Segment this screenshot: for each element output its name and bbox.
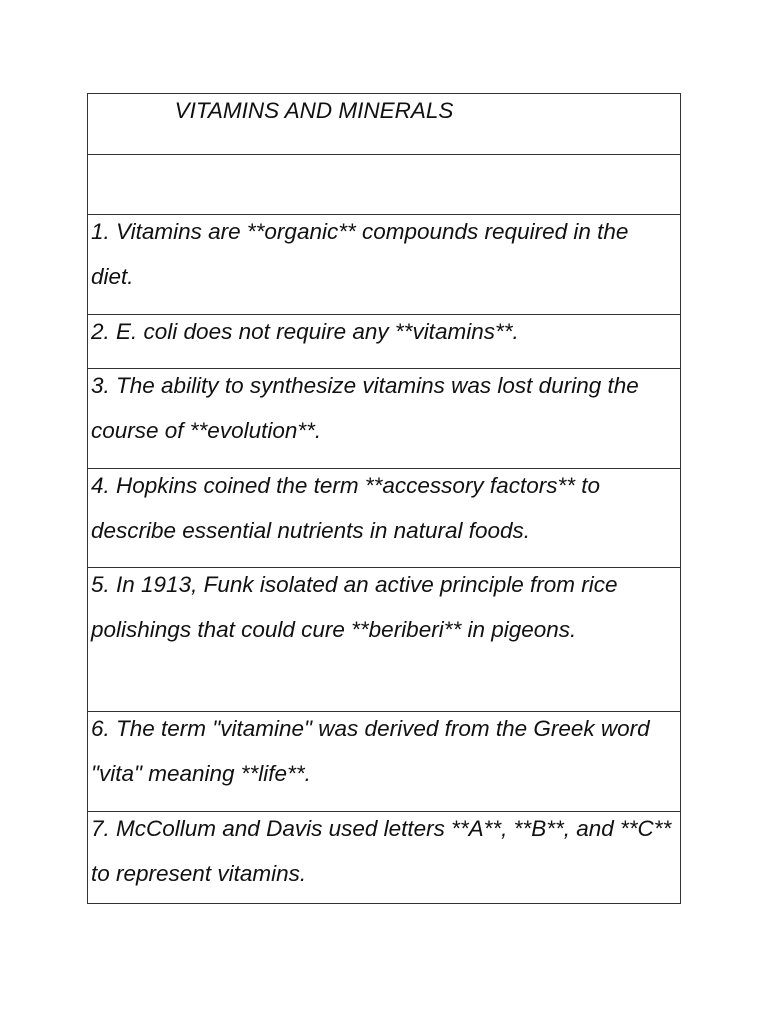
table-row: [88, 463, 680, 568]
table-row: [88, 562, 680, 712]
table-row: [88, 363, 680, 469]
table-row: [88, 209, 680, 315]
row-text-7: 7. McCollum and Davis used letters **A**, **B**, and **C** to represent vitamins.: [91, 816, 672, 886]
row-text-5: 5. In 1913, Funk isolated an active principle from rice polishings that could cure **beriberi** in pigeons.: [91, 572, 618, 642]
table-row: [88, 309, 680, 369]
vitamins-table: [87, 93, 681, 904]
row-text-6: 6. The term "vitamine" was derived from the Greek word "vita" meaning **life**.: [91, 716, 650, 786]
table-row: [88, 806, 680, 903]
blank-row: [88, 155, 680, 215]
row-text-1: 1. Vitamins are **organic** compounds required in the diet.: [91, 219, 629, 289]
table-title: VITAMINS AND MINERALS: [174, 98, 454, 123]
row-text-2: 2. E. coli does not require any **vitamins**.: [91, 319, 519, 344]
row-text-4: 4. Hopkins coined the term **accessory factors** to describe essential nutrients in natural foods.: [91, 473, 600, 543]
table-title-row: [88, 94, 680, 155]
row-text-3: 3. The ability to synthesize vitamins was lost during the course of **evolution**.: [91, 373, 639, 443]
table-row: [88, 706, 680, 812]
